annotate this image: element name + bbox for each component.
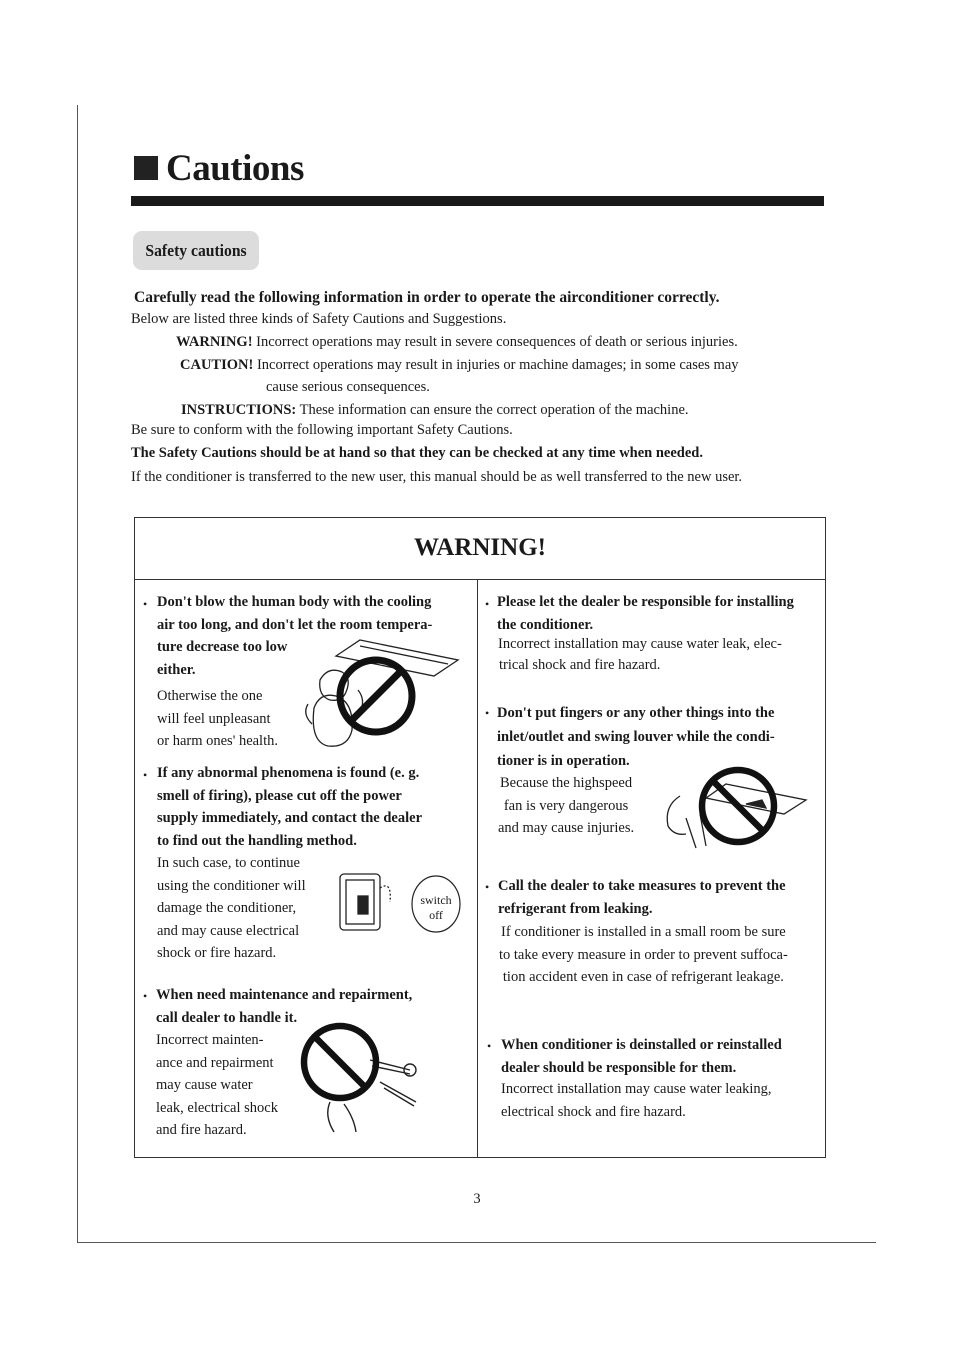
right-item-2-body-2: fan is very dangerous bbox=[503, 797, 629, 814]
left-item-3-body-1: Incorrect mainten- bbox=[156, 1032, 264, 1048]
instructions-term: INSTRUCTIONS: bbox=[181, 402, 297, 418]
right-item-3-body bbox=[499, 921, 788, 989]
right-item-2-body bbox=[498, 772, 634, 840]
left-item-3-head-1: When need maintenance and repairment, bbox=[156, 987, 413, 1003]
square-bullet-icon bbox=[134, 156, 158, 180]
left-item-1-head-3: ture decrease too low bbox=[157, 639, 288, 655]
right-item-3-head-2: refrigerant from leaking. bbox=[498, 900, 653, 917]
section-label-text: Safety cautions bbox=[145, 240, 247, 260]
cold-air-prohibited-illustration bbox=[298, 630, 468, 750]
left-item-2 bbox=[157, 762, 422, 852]
left-item-1-body-2: will feel unpleasant bbox=[157, 710, 271, 727]
page-title: Cautions bbox=[166, 147, 304, 189]
left-item-2-body-2: using the conditioner will bbox=[157, 877, 306, 894]
intro-heading: Carefully read the following information in order to operate the airconditioner correctly. bbox=[134, 289, 720, 306]
section-label bbox=[133, 231, 259, 270]
right-item-1-body-1: Incorrect installation may cause water leak, elec- bbox=[498, 636, 782, 652]
warning-definition bbox=[176, 334, 738, 351]
bottom-margin-rule bbox=[77, 1242, 876, 1243]
right-item-1-head-2: the conditioner. bbox=[497, 616, 594, 633]
left-item-1-head-4: either. bbox=[157, 661, 196, 678]
left-item-1-head-2: air too long, and don't let the room tempera- bbox=[157, 616, 433, 633]
intro-bold-line-2: The Safety Cautions should be at hand so that they can be checked at any time when needed. bbox=[131, 445, 703, 461]
right-item-1-body bbox=[498, 634, 782, 676]
left-item-1-head-1: Don't blow the human body with the cooling bbox=[157, 594, 432, 610]
switch-label: switch bbox=[420, 893, 452, 907]
left-item-3-body bbox=[156, 1029, 278, 1142]
instructions-definition bbox=[181, 402, 689, 419]
switch-off-callout bbox=[412, 893, 460, 923]
left-item-2-body bbox=[157, 852, 306, 965]
caution-term: CAUTION! bbox=[180, 357, 254, 373]
title-underline-bar bbox=[131, 196, 824, 206]
warning-box-header-divider bbox=[134, 579, 826, 580]
warning-box-column-divider bbox=[477, 579, 478, 1158]
left-item-2-body-5: shock or fire hazard. bbox=[157, 945, 277, 961]
right-item-3 bbox=[498, 875, 786, 920]
left-item-2-body-1: In such case, to continue bbox=[157, 855, 300, 871]
right-item-4-head-1: When conditioner is deinstalled or reinstalled bbox=[501, 1037, 782, 1053]
page-header bbox=[134, 146, 304, 190]
bullet-icon: • bbox=[487, 1039, 492, 1053]
instructions-definition-text: These information can ensure the correct operation of the machine. bbox=[299, 402, 689, 418]
bullet-icon: • bbox=[143, 989, 148, 1003]
caution-definition-text: Incorrect operations may result in injuries or machine damages; in some cases may bbox=[256, 357, 739, 373]
warning-term: WARNING! bbox=[176, 334, 253, 350]
right-item-1-body-2: trical shock and fire hazard. bbox=[499, 657, 661, 673]
right-item-2-body-1: Because the highspeed bbox=[500, 775, 633, 791]
left-item-2-body-4: and may cause electrical bbox=[157, 922, 300, 939]
right-item-4-body bbox=[501, 1078, 772, 1123]
left-item-3-head-2: call dealer to handle it. bbox=[156, 1009, 298, 1026]
right-item-1 bbox=[497, 591, 794, 636]
bullet-icon: • bbox=[143, 768, 148, 782]
right-item-4-body-2: electrical shock and fire hazard. bbox=[501, 1103, 686, 1120]
left-item-1-body-1: Otherwise the one bbox=[157, 688, 263, 704]
caution-definition bbox=[180, 357, 739, 374]
off-label: off bbox=[429, 908, 443, 922]
left-item-3-body-5: and fire hazard. bbox=[156, 1122, 247, 1138]
left-item-3-body-4: leak, electrical shock bbox=[156, 1099, 278, 1116]
right-item-4-head-2: dealer should be responsible for them. bbox=[501, 1059, 737, 1076]
right-item-3-head-1: Call the dealer to take measures to prevent the bbox=[498, 878, 786, 894]
right-item-3-body-3: tion accident even in case of refrigerant leakage. bbox=[502, 969, 784, 985]
right-item-3-body-1: If conditioner is installed in a small room be sure bbox=[501, 924, 786, 940]
intro-line-1: Below are listed three kinds of Safety Cautions and Suggestions. bbox=[131, 311, 507, 327]
left-item-1-body-3: or harm ones' health. bbox=[157, 733, 278, 749]
left-item-2-head-2: smell of firing), please cut off the power bbox=[157, 787, 402, 804]
right-item-1-head-1: Please let the dealer be responsible for installing bbox=[497, 594, 794, 610]
left-item-3-body-2: ance and repairment bbox=[156, 1054, 274, 1071]
right-item-3-body-2: to take every measure in order to prevent suffoca- bbox=[499, 946, 788, 963]
warning-box-title: WARNING! bbox=[414, 534, 546, 561]
right-item-2-head-1: Don't put fingers or any other things into the bbox=[497, 705, 775, 721]
left-item-2-body-3: damage the conditioner, bbox=[157, 900, 297, 916]
right-item-2 bbox=[497, 701, 775, 773]
left-item-2-head-4: to find out the handling method. bbox=[157, 832, 357, 849]
bullet-icon: • bbox=[143, 597, 148, 611]
left-item-2-head-3: supply immediately, and contact the dealer bbox=[157, 810, 423, 826]
bullet-icon: • bbox=[485, 880, 490, 894]
fingers-in-louver-prohibited-illustration bbox=[656, 764, 816, 854]
caution-definition-cont: cause serious consequences. bbox=[266, 379, 430, 395]
self-repair-prohibited-illustration bbox=[300, 1022, 430, 1134]
right-item-4-body-1: Incorrect installation may cause water leaking, bbox=[501, 1081, 772, 1097]
right-item-2-head-3: tioner is in operation. bbox=[497, 753, 630, 769]
left-margin-rule bbox=[77, 105, 78, 1243]
warning-definition-text: Incorrect operations may result in severe consequences of death or serious injuries. bbox=[256, 334, 738, 350]
right-item-2-head-2: inlet/outlet and swing louver while the condi- bbox=[497, 729, 775, 745]
intro-line-2: Be sure to conform with the following important Safety Cautions. bbox=[131, 422, 513, 438]
right-item-2-body-3: and may cause injuries. bbox=[498, 820, 635, 836]
left-item-3-body-3: may cause water bbox=[156, 1077, 253, 1093]
page-number: 3 bbox=[473, 1191, 481, 1207]
left-item-1-body bbox=[157, 685, 278, 753]
right-item-4 bbox=[501, 1034, 782, 1079]
intro-line-3: If the conditioner is transferred to the new user, this manual should be as well transferred to the new user. bbox=[131, 469, 743, 485]
bullet-icon: • bbox=[485, 706, 490, 720]
bullet-icon: • bbox=[485, 597, 490, 611]
left-item-2-head-1: If any abnormal phenomena is found (e. g. bbox=[157, 765, 420, 781]
